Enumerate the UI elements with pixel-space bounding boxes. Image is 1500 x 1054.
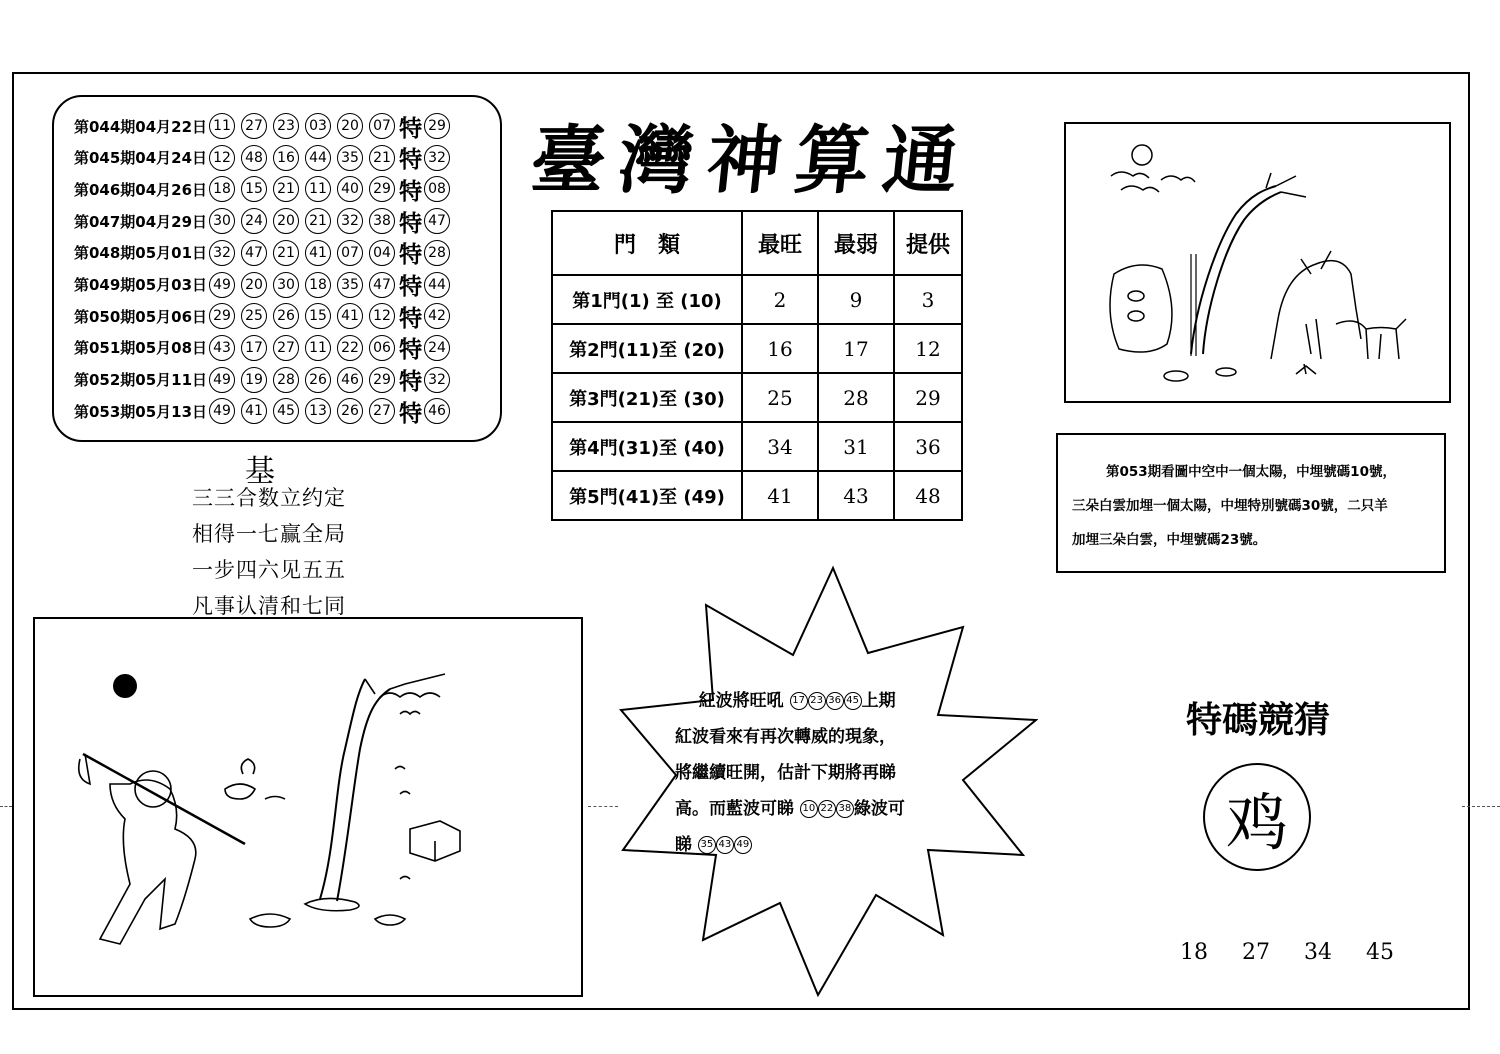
number-ball: 35 (337, 272, 363, 298)
star-line-5: 睇 35 43 49 (675, 827, 965, 863)
draw-row (74, 240, 456, 269)
number-ball: 41 (241, 398, 267, 424)
gate-value: 25 (742, 373, 818, 422)
number-ball: 18 (209, 176, 235, 202)
draw-row (74, 303, 456, 332)
circled-number: 17 (790, 692, 808, 710)
gate-name: 第2門(11)至 (20) (552, 324, 742, 373)
gate-name: 第3門(21)至 (30) (552, 373, 742, 422)
special-label: 特 (399, 369, 423, 396)
fold-mark-right (1462, 806, 1500, 807)
number-ball: 26 (337, 398, 363, 424)
illustration-boy-tree (33, 617, 583, 997)
poem-line: 一步四六见五五 (192, 558, 346, 582)
draw-label: 第049期05月03日 (74, 276, 208, 294)
special-label: 特 (399, 400, 423, 427)
circled-number: 35 (698, 836, 716, 854)
number-ball: 47 (369, 272, 395, 298)
gate-value: 31 (818, 422, 894, 471)
guess-numbers: 18 27 34 45 (1180, 940, 1394, 965)
number-ball: 44 (305, 145, 331, 171)
number-ball: 29 (369, 176, 395, 202)
draw-label: 第048期05月01日 (74, 244, 208, 263)
poem-line: 三三合数立约定 (192, 486, 346, 510)
special-ball: 32 (424, 367, 450, 393)
circled-number: 43 (716, 836, 734, 854)
gate-value: 2 (742, 275, 818, 324)
gate-row (552, 275, 962, 324)
draw-row (74, 113, 456, 142)
special-ball: 42 (424, 303, 450, 329)
number-ball: 23 (273, 113, 299, 139)
circled-number: 36 (826, 692, 844, 710)
header-hot: 最旺 (742, 211, 818, 275)
number-ball: 16 (273, 145, 299, 171)
number-ball: 29 (209, 303, 235, 329)
special-ball: 46 (424, 398, 450, 424)
gate-value: 29 (894, 373, 962, 422)
number-ball: 48 (241, 145, 267, 171)
gate-name: 第4門(31)至 (40) (552, 422, 742, 471)
gate-value: 16 (742, 324, 818, 373)
special-ball: 44 (424, 272, 450, 298)
number-ball: 22 (337, 335, 363, 361)
number-ball: 20 (273, 208, 299, 234)
draw-row (74, 145, 456, 174)
gate-value: 28 (818, 373, 894, 422)
number-ball: 26 (273, 303, 299, 329)
number-ball: 46 (337, 367, 363, 393)
number-ball: 11 (209, 113, 235, 139)
page-title: 臺灣神算通 (526, 118, 976, 204)
number-ball: 21 (305, 208, 331, 234)
number-ball: 12 (209, 145, 235, 171)
draw-label: 第053期05月13日 (74, 402, 208, 421)
number-ball: 19 (241, 367, 267, 393)
number-ball: 21 (273, 176, 299, 202)
hint-box (1056, 433, 1446, 573)
draw-results-panel (52, 95, 502, 442)
number-ball: 07 (369, 113, 395, 139)
illustration-sheep-tree (1064, 122, 1451, 403)
number-ball: 21 (273, 240, 299, 266)
gate-row (552, 373, 962, 422)
gate-row (552, 471, 962, 520)
special-ball: 29 (424, 113, 450, 139)
circled-number: 38 (836, 800, 854, 818)
number-ball: 30 (273, 272, 299, 298)
gate-value: 12 (894, 324, 962, 373)
poem-line: 凡事认清和七同 (192, 594, 346, 618)
star-numbers-5 (698, 835, 752, 855)
circled-number: 10 (800, 800, 818, 818)
gate-row (552, 422, 962, 471)
gate-value: 9 (818, 275, 894, 324)
hint-line: 第053期看圖中空中一個太陽，中埋號碼10號， (1106, 464, 1396, 480)
draw-label: 第046期04月26日 (74, 180, 208, 199)
number-ball: 15 (305, 303, 331, 329)
fold-mark-left (0, 806, 12, 807)
gate-value: 48 (894, 471, 962, 520)
special-ball: 28 (424, 240, 450, 266)
guess-title: 特碼競猜 (1186, 700, 1331, 741)
number-ball: 15 (241, 176, 267, 202)
gate-value: 3 (894, 275, 962, 324)
draw-label: 第051期05月08日 (74, 339, 208, 358)
draw-label: 第050期05月06日 (74, 307, 208, 326)
number-ball: 43 (209, 335, 235, 361)
draw-row (74, 335, 456, 364)
number-ball: 49 (209, 367, 235, 393)
number-ball: 35 (337, 145, 363, 171)
number-ball: 26 (305, 367, 331, 393)
circled-number: 23 (808, 692, 826, 710)
special-ball: 24 (424, 335, 450, 361)
circled-number: 49 (734, 836, 752, 854)
star-line-3: 將繼續旺開，估計下期將再睇 (675, 763, 896, 783)
header-provide: 提供 (894, 211, 962, 275)
star-numbers-4 (800, 799, 854, 819)
number-ball: 04 (369, 240, 395, 266)
number-ball: 24 (241, 208, 267, 234)
special-label: 特 (399, 305, 423, 332)
number-ball: 32 (209, 240, 235, 266)
number-ball: 13 (305, 398, 331, 424)
gate-table (551, 210, 963, 521)
star-line-1: 紅波將旺吼 17 23 36 45 上期 (698, 691, 896, 711)
gate-value: 34 (742, 422, 818, 471)
number-ball: 11 (305, 176, 331, 202)
circled-number: 45 (844, 692, 862, 710)
header-cold: 最弱 (818, 211, 894, 275)
number-ball: 30 (209, 208, 235, 234)
special-label: 特 (399, 210, 423, 237)
number-ball: 25 (241, 303, 267, 329)
star-line-2: 紅波看來有再次轉威的現象， (675, 727, 896, 747)
hint-line: 三朵白雲加埋一個太陽，中埋特別號碼30號，二只羊 (1072, 498, 1388, 514)
draw-label: 第047期04月29日 (74, 212, 208, 231)
gate-value: 41 (742, 471, 818, 520)
number-ball: 27 (241, 113, 267, 139)
gate-value: 36 (894, 422, 962, 471)
draw-row (74, 398, 456, 427)
number-ball: 12 (369, 303, 395, 329)
guess-animal-circle (1203, 763, 1311, 871)
draw-row (74, 272, 456, 298)
special-label: 特 (399, 242, 423, 269)
number-ball: 41 (337, 303, 363, 329)
gate-table-header (552, 211, 962, 275)
number-ball: 29 (369, 367, 395, 393)
number-ball: 38 (369, 208, 395, 234)
draw-row (74, 208, 456, 237)
special-label: 特 (399, 274, 423, 300)
draw-label: 第044期04月22日 (74, 117, 208, 136)
gate-name: 第5門(41)至 (49) (552, 471, 742, 520)
guess-animal: 鸡 (1225, 785, 1288, 859)
number-ball: 07 (337, 240, 363, 266)
number-ball: 28 (273, 367, 299, 393)
gate-value: 43 (818, 471, 894, 520)
number-ball: 20 (337, 113, 363, 139)
number-ball: 49 (209, 272, 235, 298)
draw-label: 第052期05月11日 (74, 371, 208, 390)
starburst-text (675, 683, 965, 863)
number-ball: 27 (273, 335, 299, 361)
number-ball: 47 (241, 240, 267, 266)
special-label: 特 (399, 337, 423, 364)
gate-name: 第1門(1) 至 (10) (552, 275, 742, 324)
sheep-tree-drawing (1066, 124, 1449, 401)
special-ball: 32 (424, 145, 450, 171)
number-ball: 06 (369, 335, 395, 361)
fold-mark-mid (588, 806, 618, 807)
star-line-4: 高。而藍波可睇 10 22 38 綠波可 (675, 799, 905, 819)
number-ball: 20 (241, 272, 267, 298)
number-ball: 21 (369, 145, 395, 171)
boy-tree-drawing (35, 619, 581, 995)
draw-label: 第045期04月24日 (74, 149, 208, 168)
special-label: 特 (399, 178, 423, 205)
poem-line: 相得一七赢全局 (192, 522, 346, 546)
circled-number: 22 (818, 800, 836, 818)
draw-row (74, 367, 456, 396)
number-ball: 17 (241, 335, 267, 361)
special-ball: 47 (424, 208, 450, 234)
number-ball: 27 (369, 398, 395, 424)
number-ball: 45 (273, 398, 299, 424)
number-ball: 41 (305, 240, 331, 266)
number-ball: 49 (209, 398, 235, 424)
number-ball: 11 (305, 335, 331, 361)
gate-value: 17 (818, 324, 894, 373)
hint-line: 加埋三朵白雲，中埋號碼23號。 (1072, 532, 1267, 548)
star-numbers-1 (790, 691, 862, 711)
gate-row (552, 324, 962, 373)
number-ball: 40 (337, 176, 363, 202)
header-category: 門 類 (552, 211, 742, 275)
draw-row (74, 176, 456, 205)
number-ball: 32 (337, 208, 363, 234)
special-ball: 08 (424, 176, 450, 202)
special-label: 特 (399, 147, 423, 174)
poem-heading: 基 (245, 454, 275, 489)
number-ball: 18 (305, 272, 331, 298)
number-ball: 03 (305, 113, 331, 139)
special-label: 特 (399, 115, 423, 142)
